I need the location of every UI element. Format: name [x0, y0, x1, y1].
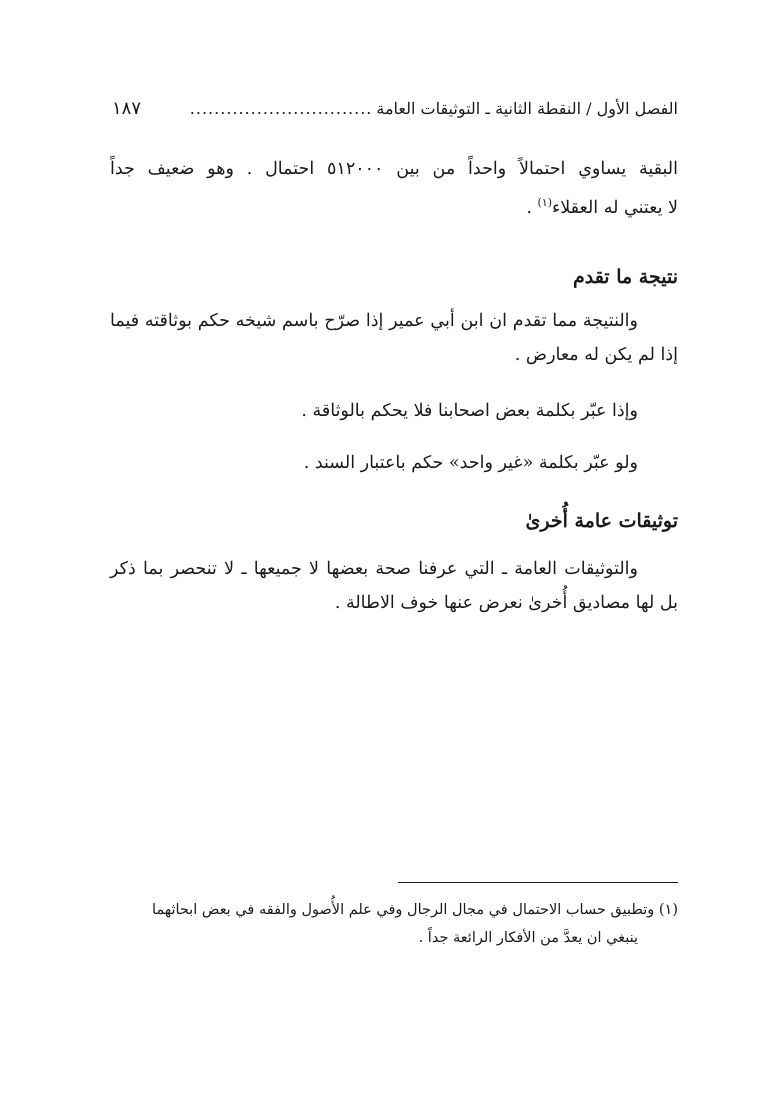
intro-line-2-end: . [526, 197, 532, 218]
footnote-separator [398, 882, 678, 883]
result-paragraph [110, 304, 678, 372]
footnote [110, 896, 678, 952]
other-attestations-line-1: والتوثيقات العامة ـ التي عرفنا صحة بعضها لا جميعها ـ لا تنحصر بما ذكر [110, 559, 638, 579]
result-point-1 [110, 394, 678, 428]
intro-line-2 [110, 186, 678, 225]
running-header-title: الفصل الأول / النقطة الثانية ـ التوثيقات العامة [376, 99, 678, 118]
other-attestations-line-2: بل لها مصاديق أُخرىٰ نعرض عنها خوف الاطالة . [334, 593, 678, 613]
section-heading-result: نتيجة ما تقدم [572, 266, 678, 288]
footnote-line-1: (١) وتطبيق حساب الاحتمال في مجال الرجال وفي علم الأُصول والفقه في بعض ابحاثهما [151, 902, 678, 918]
running-header [112, 98, 678, 126]
other-attestations-paragraph [110, 552, 678, 620]
result-point-1-text: وإذا عبّر بكلمة بعض اصحابنا فلا يحكم بالوثاقة . [301, 401, 638, 421]
page-number: ١٨٧ [112, 98, 142, 119]
intro-line-1: البقية يساوي احتمالاً واحداً من بين ٥١٢٠٠٠ احتمال . وهو ضعيف جداً [110, 159, 678, 179]
result-point-2 [110, 446, 678, 480]
intro-line-2-text: لا يعتني له العقلاء [551, 197, 678, 218]
result-line-2: إذا لم يكن له معارض . [514, 345, 678, 365]
result-line-1: والنتيجة مما تقدم ان ابن أبي عمير إذا صرّح باسم شيخه حكم بوثاقته فيما [110, 311, 638, 331]
intro-paragraph [110, 152, 678, 225]
result-point-2-text: ولو عبّر بكلمة «غير واحد» حكم باعتبار السند . [303, 453, 638, 473]
footnote-line-2: ينبغي ان يعدَّ من الأفكار الرائعة جداً . [418, 930, 638, 946]
running-header-leader-dots: .............................. [189, 99, 373, 118]
footnote-reference: (١) [537, 196, 552, 209]
section-heading-other-general-attestations: توثيقات عامة أُخرىٰ [525, 510, 678, 532]
